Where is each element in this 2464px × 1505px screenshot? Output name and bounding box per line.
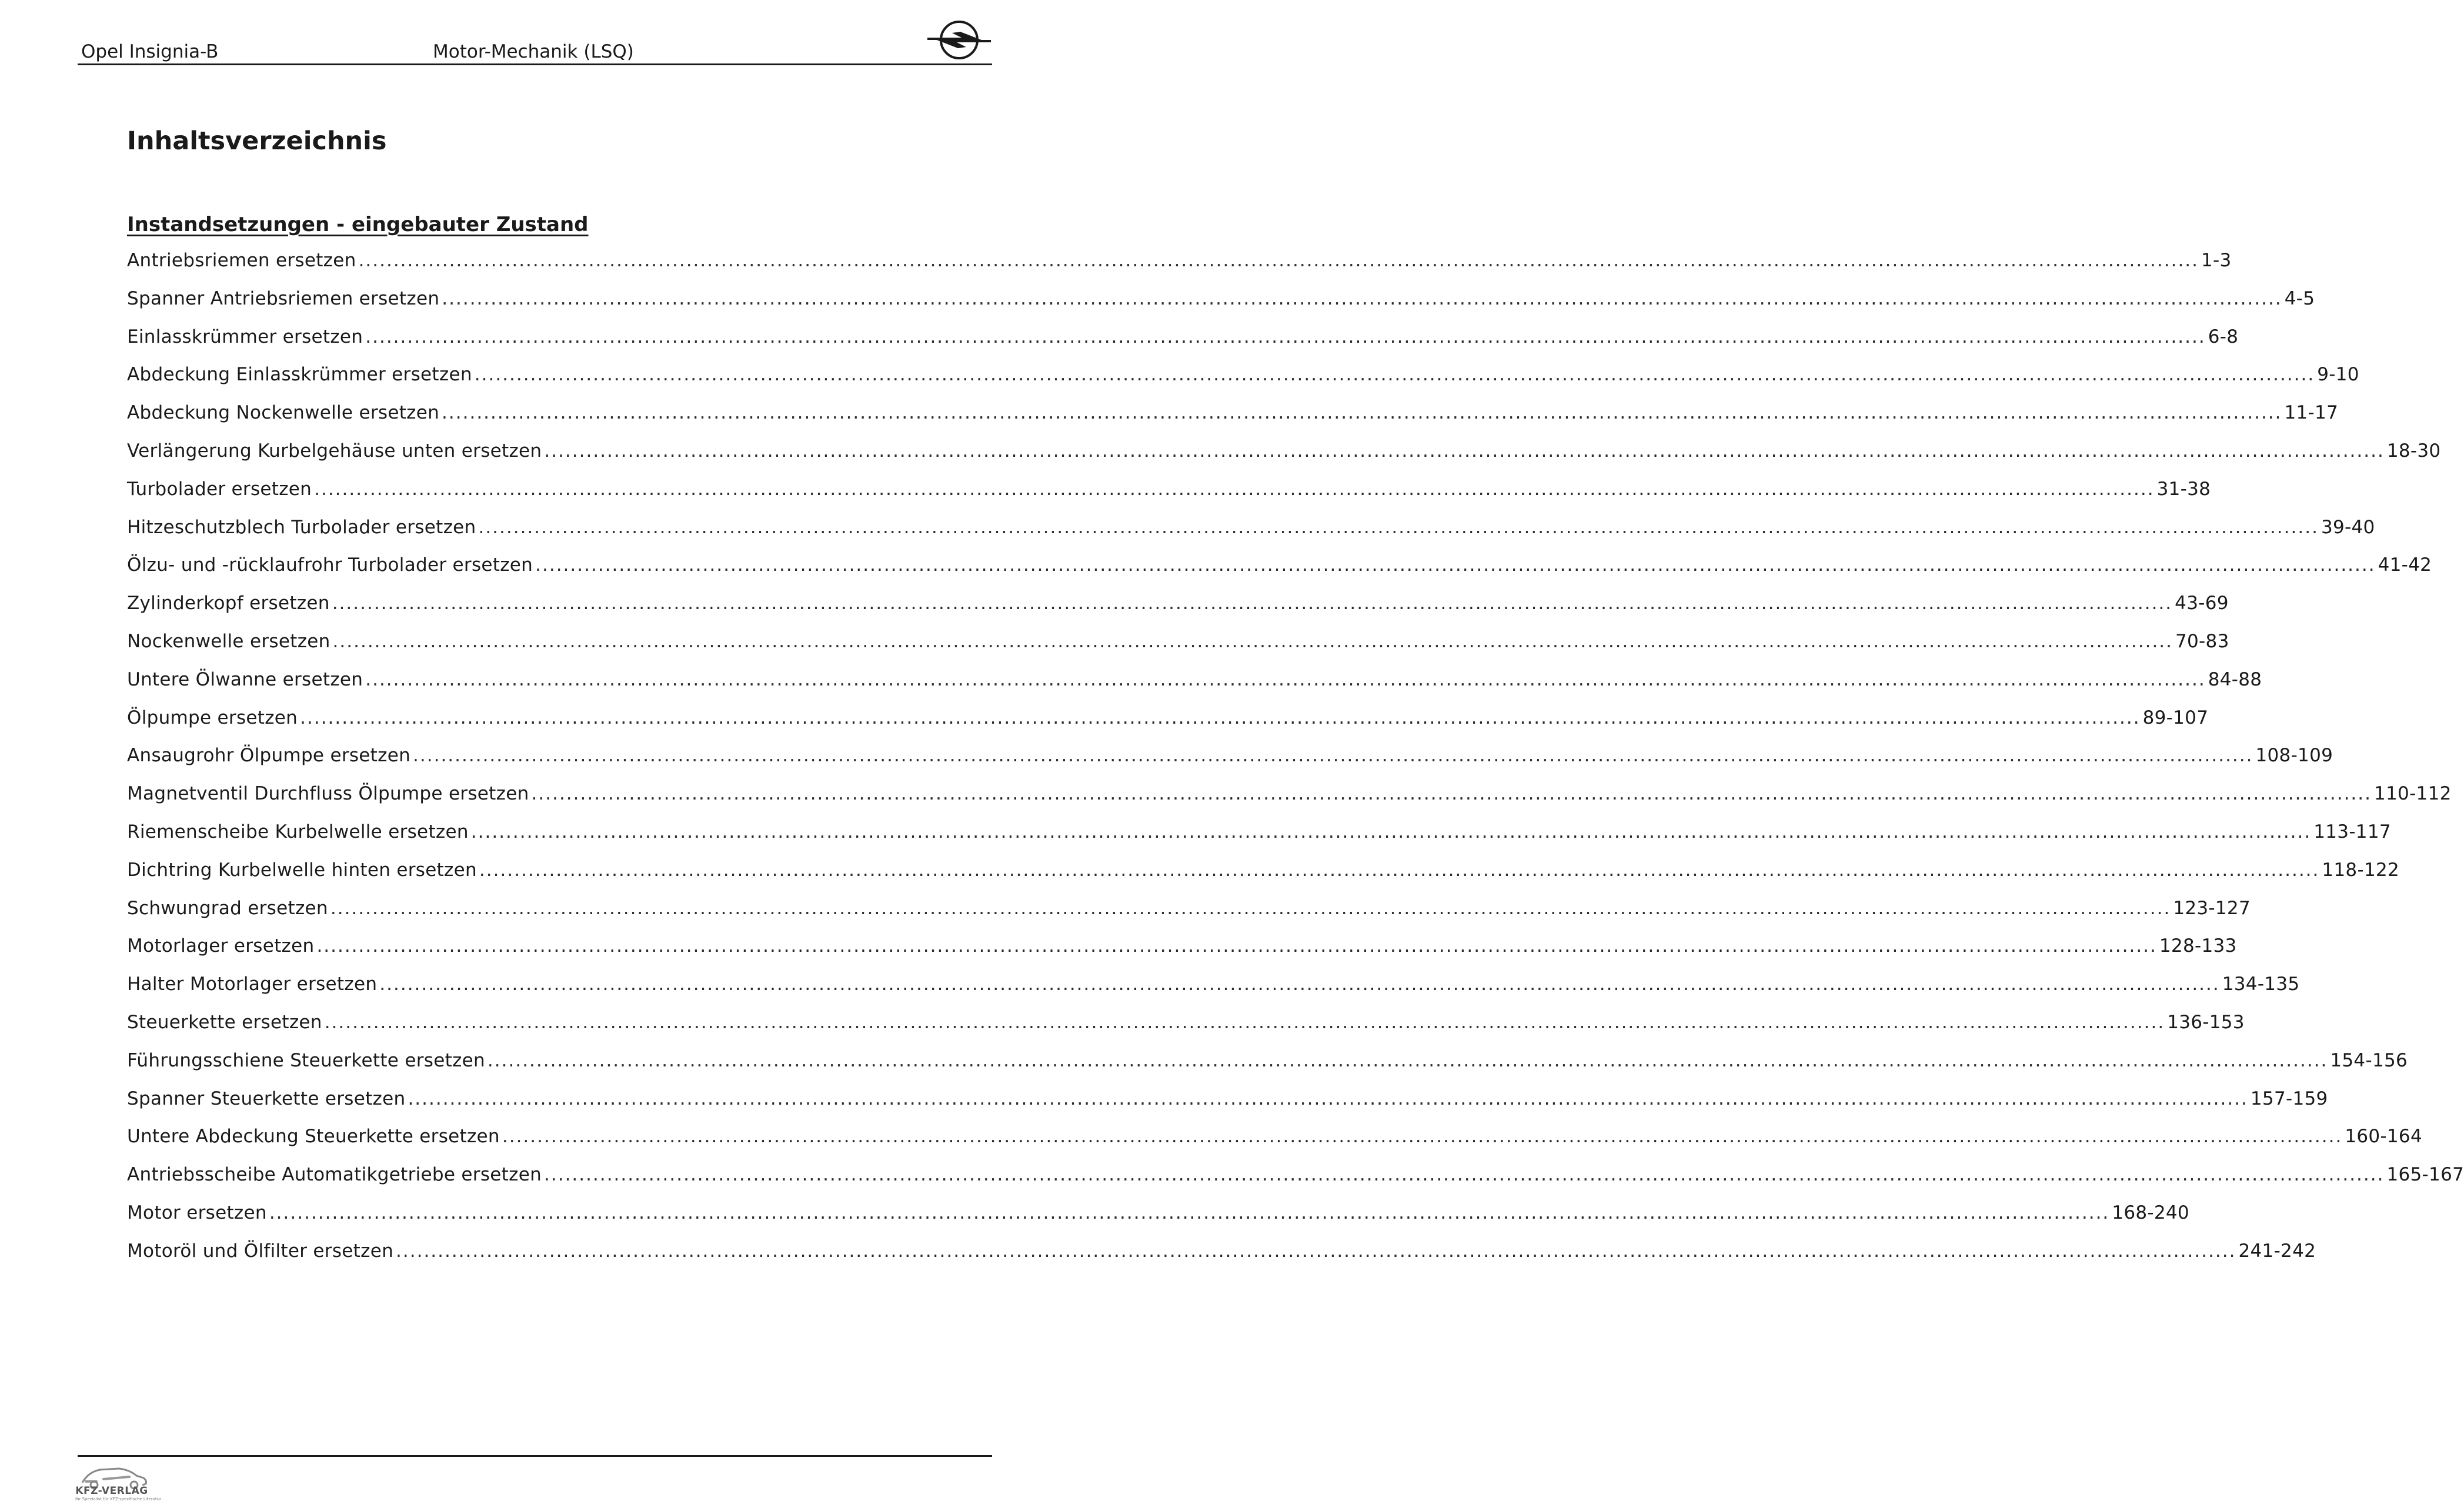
- toc-entry-pages: 241-242: [2238, 1240, 2316, 1262]
- toc-entry-title: Riemenscheibe Kurbelwelle ersetzen: [127, 821, 469, 842]
- toc-entry-pages: 39-40: [2321, 516, 2375, 538]
- toc-entry-title: Spanner Antriebsriemen ersetzen: [127, 287, 440, 309]
- toc-entry-title: Motor ersetzen: [127, 1202, 267, 1223]
- toc-entry[interactable]: [127, 554, 2432, 593]
- toc-entry-title: Ölpumpe ersetzen: [127, 707, 298, 728]
- toc-entry[interactable]: [127, 250, 2232, 288]
- toc-entry-title: Turbolader ersetzen: [127, 478, 312, 500]
- toc-entry-title: Halter Motorlager ersetzen: [127, 974, 378, 995]
- toc-entry-pages: 157-159: [2250, 1088, 2328, 1109]
- toc-entry-pages: 1-3: [2201, 250, 2232, 271]
- toc-leader-dots: [316, 935, 2156, 956]
- toc-entry-title: Antriebsriemen ersetzen: [127, 250, 356, 271]
- toc-leader-dots: [544, 440, 2384, 461]
- toc-entry-title: Motoröl und Ölfilter ersetzen: [127, 1240, 394, 1262]
- toc-entry-pages: 123-127: [2173, 897, 2251, 919]
- toc-entry-pages: 70-83: [2175, 630, 2229, 652]
- toc-entry-pages: 113-117: [2313, 821, 2391, 842]
- toc-entry[interactable]: [127, 1049, 2408, 1088]
- toc-leader-dots: [332, 593, 2172, 614]
- toc-entry-title: Zylinderkopf ersetzen: [127, 593, 330, 614]
- toc-entry[interactable]: [127, 897, 2251, 936]
- toc-entry-pages: 89-107: [2142, 707, 2209, 728]
- toc-leader-dots: [475, 364, 2315, 385]
- toc-entry[interactable]: [127, 707, 2209, 745]
- toc-entry-pages: 110-112: [2374, 783, 2452, 805]
- toc-leader-dots: [442, 402, 2282, 423]
- footer-tagline: Ihr Spezialist für KFZ-spezifische Literatur: [75, 1497, 162, 1501]
- toc-leader-dots: [396, 1240, 2236, 1262]
- toc-entry-pages: 118-122: [2322, 859, 2400, 881]
- toc-leader-dots: [269, 1202, 2109, 1223]
- toc-leader-dots: [502, 1126, 2342, 1147]
- toc-entry-pages: 4-5: [2284, 287, 2315, 309]
- toc-entry-title: Abdeckung Einlasskrümmer ersetzen: [127, 364, 472, 386]
- header-vehicle-title: Opel Insignia-B: [81, 41, 219, 62]
- toc-entry-pages: 43-69: [2175, 593, 2229, 614]
- page-title: Inhaltsverzeichnis: [127, 126, 387, 156]
- toc-leader-dots: [532, 783, 2372, 804]
- toc-entry-pages: 41-42: [2378, 554, 2432, 576]
- toc-entry[interactable]: [127, 593, 2229, 631]
- toc-entry[interactable]: [127, 974, 2300, 1012]
- toc-leader-dots: [325, 1012, 2165, 1033]
- toc-entry-title: Einlasskrümmer ersetzen: [127, 326, 363, 347]
- opel-blitz-logo-icon: [926, 18, 992, 62]
- toc-leader-dots: [300, 707, 2140, 728]
- toc-leader-dots: [359, 250, 2199, 271]
- toc-entry-pages: 84-88: [2208, 668, 2262, 690]
- toc-entry[interactable]: [127, 821, 2391, 859]
- toc-leader-dots: [365, 669, 2205, 690]
- toc-entry[interactable]: [127, 1126, 2422, 1164]
- toc-entry[interactable]: [127, 935, 2237, 974]
- toc-entry[interactable]: [127, 1088, 2328, 1126]
- toc-entry-pages: 31-38: [2156, 478, 2211, 500]
- toc-leader-dots: [408, 1088, 2248, 1109]
- toc-entry-pages: 134-135: [2222, 974, 2300, 995]
- toc-entry-title: Antriebsscheibe Automatikgetriebe ersetzen: [127, 1164, 542, 1186]
- toc-entry-pages: 165-167: [2386, 1164, 2464, 1186]
- toc-entry[interactable]: [127, 516, 2375, 555]
- toc-entry-pages: 136-153: [2167, 1011, 2245, 1033]
- toc-entry-pages: 18-30: [2386, 440, 2441, 461]
- toc-leader-dots: [488, 1050, 2328, 1071]
- toc-entry[interactable]: [127, 859, 2400, 898]
- toc-entry-pages: 108-109: [2255, 745, 2333, 767]
- toc-entry-title: Führungsschiene Steuerkette ersetzen: [127, 1049, 485, 1071]
- toc-leader-dots: [544, 1164, 2384, 1185]
- toc-leader-dots: [379, 974, 2219, 995]
- toc-entry-pages: 128-133: [2159, 935, 2237, 957]
- header-chapter-title: Motor-Mechanik (LSQ): [433, 41, 634, 62]
- toc-entry-title: Hitzeschutzblech Turbolader ersetzen: [127, 516, 476, 538]
- toc-entry[interactable]: [127, 1011, 2245, 1050]
- toc-entry[interactable]: [127, 668, 2262, 707]
- toc-entry-title: Dichtring Kurbelwelle hinten ersetzen: [127, 859, 477, 881]
- toc-leader-dots: [479, 859, 2319, 881]
- footer-brand: KFZ-VERLAG: [75, 1485, 148, 1497]
- toc-leader-dots: [478, 517, 2318, 538]
- toc-entry-pages: 154-156: [2330, 1049, 2408, 1071]
- toc-leader-dots: [413, 745, 2253, 766]
- toc-entry-title: Nockenwelle ersetzen: [127, 630, 330, 652]
- toc-entry[interactable]: [127, 440, 2441, 479]
- toc-entry[interactable]: [127, 287, 2315, 326]
- toc-entry-title: Magnetventil Durchfluss Ölpumpe ersetzen: [127, 783, 529, 805]
- toc-entry-title: Ölzu- und -rücklaufrohr Turbolader ersetzen: [127, 554, 533, 576]
- toc-entry-title: Untere Abdeckung Steuerkette ersetzen: [127, 1126, 500, 1148]
- toc-entry[interactable]: [127, 402, 2339, 440]
- toc-entry-title: Verlängerung Kurbelgehäuse unten ersetzen: [127, 440, 542, 461]
- toc-entry[interactable]: [127, 783, 2452, 821]
- toc-entry[interactable]: [127, 1240, 2316, 1279]
- toc-leader-dots: [442, 288, 2282, 309]
- toc-entry[interactable]: [127, 1164, 2464, 1202]
- toc-entry[interactable]: [127, 364, 2359, 402]
- toc-leader-dots: [333, 631, 2173, 652]
- toc-entry[interactable]: [127, 1202, 2189, 1240]
- toc-entry-pages: 160-164: [2345, 1126, 2422, 1148]
- toc-leader-dots: [330, 898, 2171, 919]
- toc-entry-pages: 11-17: [2284, 402, 2339, 424]
- toc-leader-dots: [471, 821, 2311, 842]
- section-heading: Instandsetzungen - eingebauter Zustand: [127, 213, 589, 236]
- toc-entry-title: Spanner Steuerkette ersetzen: [127, 1088, 406, 1109]
- toc-leader-dots: [535, 554, 2375, 576]
- toc-entry-title: Untere Ölwanne ersetzen: [127, 668, 363, 690]
- toc-entry-pages: 168-240: [2112, 1202, 2189, 1223]
- toc-entry-title: Schwungrad ersetzen: [127, 897, 328, 919]
- toc-entry[interactable]: [127, 478, 2211, 517]
- page-header: [78, 34, 992, 65]
- toc-leader-dots: [365, 326, 2205, 347]
- toc-entry-pages: 9-10: [2317, 364, 2359, 386]
- footer-rule: [78, 1455, 992, 1457]
- table-of-contents: [127, 250, 2464, 1279]
- toc-entry-title: Abdeckung Nockenwelle ersetzen: [127, 402, 440, 424]
- toc-entry-title: Steuerkette ersetzen: [127, 1011, 322, 1033]
- toc-entry[interactable]: [127, 745, 2333, 783]
- toc-entry-title: Motorlager ersetzen: [127, 935, 315, 957]
- toc-entry-title: Ansaugrohr Ölpumpe ersetzen: [127, 745, 411, 767]
- toc-entry[interactable]: [127, 326, 2239, 364]
- toc-entry-pages: 6-8: [2208, 326, 2239, 347]
- toc-leader-dots: [314, 479, 2154, 500]
- toc-entry[interactable]: [127, 630, 2229, 669]
